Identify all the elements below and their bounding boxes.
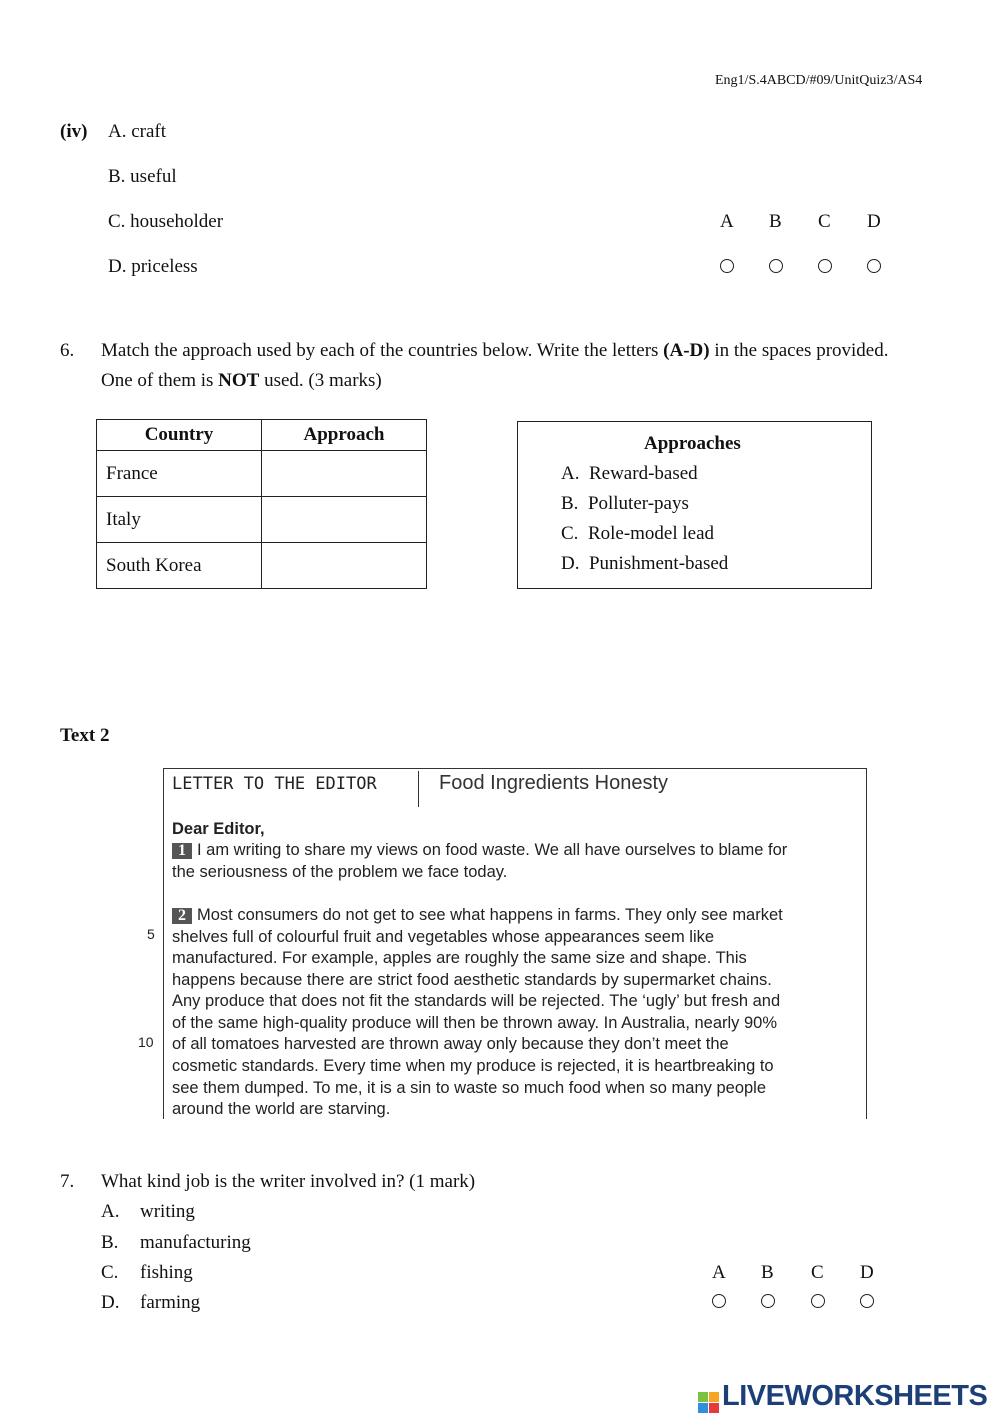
letter: C.: [101, 1262, 119, 1283]
choice-label-b: B: [761, 1262, 774, 1283]
option-d: D. priceless: [108, 256, 198, 277]
text: Match the approach used by each of the countries below. Write the letters: [101, 340, 664, 361]
option-c: C. householder: [108, 211, 224, 232]
q7-option-d: [101, 1292, 201, 1313]
header-divider: [418, 771, 419, 807]
question-6-line1: [101, 341, 888, 360]
liveworksheets-logo: [698, 1380, 987, 1413]
text: Punishment-based: [588, 553, 729, 574]
text: in the spaces provided.: [709, 340, 889, 361]
q7-option-a: [101, 1201, 195, 1222]
letter-line: of the same high-quality produce will then be thrown away. In Australia, nearly 90%: [172, 1014, 778, 1032]
letter: C.: [561, 523, 579, 544]
country-cell: France: [97, 451, 262, 497]
letter-line: Any produce that does not fit the standards will be rejected. The ‘ugly’ but fresh and: [172, 992, 781, 1010]
text: Role-model lead: [587, 523, 715, 544]
letter: B.: [561, 493, 579, 514]
letter-line: happens because there are strict food aesthetic standards by supermarket chains.: [172, 971, 772, 989]
approach-item: [561, 464, 698, 483]
letter-line: shelves full of colourful fruit and vegetables whose appearances seem like: [172, 928, 715, 946]
approach-input-france[interactable]: [262, 451, 427, 497]
letter-line: the seriousness of the problem we face today.: [172, 863, 508, 881]
letter-line: around the world are starving.: [172, 1100, 391, 1118]
question-7-text: What kind job is the writer involved in? (1 mark): [101, 1171, 476, 1192]
letter: D.: [561, 553, 580, 574]
header-approach: Approach: [262, 420, 427, 451]
radio-iv-b[interactable]: [769, 259, 783, 273]
paragraph-number: 2: [172, 908, 192, 924]
letter-line: manufactured. For example, apples are roughly the same size and shape. This: [172, 949, 747, 967]
approach-item: [561, 524, 714, 543]
question-6-number: 6.: [60, 340, 75, 361]
header-country: Country: [97, 420, 262, 451]
letter-line: cosmetic standards. Every time when my produce is rejected, it is heartbreaking to: [172, 1057, 774, 1075]
choice-label-d: D: [867, 211, 881, 232]
text: Reward-based: [588, 463, 698, 484]
line-number-10: 10: [138, 1034, 154, 1050]
radio-iv-a[interactable]: [720, 259, 734, 273]
letter-section: LETTER TO THE EDITOR: [172, 774, 377, 794]
choice-label-a: A: [720, 211, 734, 232]
text-bold: (A-D): [663, 340, 710, 361]
radio-iv-c[interactable]: [818, 259, 832, 273]
approach-input-south-korea[interactable]: [262, 543, 427, 589]
letter-to-editor: [138, 768, 867, 1119]
radio-q7-a[interactable]: [712, 1294, 726, 1308]
logo-badge-icon: [698, 1392, 719, 1413]
question-iv-number: (iv): [60, 121, 88, 142]
text: writing: [140, 1201, 195, 1222]
q7-option-c: [101, 1262, 193, 1283]
country-table: [96, 419, 427, 589]
text: manufacturing: [140, 1232, 251, 1253]
text-2-title: Text 2: [60, 725, 110, 746]
choice-label-d: D: [860, 1262, 874, 1283]
text: Polluter-pays: [587, 493, 689, 514]
choice-label-a: A: [712, 1262, 726, 1283]
letter-line: of all tomatoes harvested are thrown away only because they don’t meet the: [172, 1035, 729, 1053]
letter-line: I am writing to share my views on food waste. We all have ourselves to blame for: [197, 841, 788, 859]
line-number-5: 5: [147, 926, 155, 942]
country-cell: Italy: [97, 497, 262, 543]
choice-label-c: C: [818, 211, 831, 232]
paragraph-number: 1: [172, 843, 192, 859]
radio-q7-b[interactable]: [761, 1294, 775, 1308]
approach-input-italy[interactable]: [262, 497, 427, 543]
logo-text: LIVEWORKSHEETS: [722, 1380, 988, 1412]
question-6-line2: [101, 371, 382, 390]
letter: A.: [101, 1201, 120, 1222]
text: farming: [140, 1292, 201, 1313]
choice-label-b: B: [769, 211, 782, 232]
radio-q7-c[interactable]: [811, 1294, 825, 1308]
choice-label-c: C: [811, 1262, 824, 1283]
radio-iv-d[interactable]: [867, 259, 881, 273]
letter-line: see them dumped. To me, it is a sin to waste so much food when so many people: [172, 1079, 767, 1097]
header-code: Eng1/S.4ABCD/#09/UnitQuiz3/AS4: [715, 73, 923, 88]
letter-line: Most consumers do not get to see what happens in farms. They only see market: [197, 906, 783, 924]
q7-option-b: [101, 1232, 251, 1253]
greeting: Dear Editor,: [172, 820, 265, 838]
letter-headline: Food Ingredients Honesty: [439, 772, 669, 794]
text: fishing: [140, 1262, 193, 1283]
approach-item: [561, 494, 689, 513]
text: One of them is: [101, 370, 219, 391]
text-bold: NOT: [218, 370, 260, 391]
country-cell: South Korea: [97, 543, 262, 589]
text: used. (3 marks): [259, 370, 382, 391]
option-a: A. craft: [108, 121, 167, 142]
letter: D.: [101, 1292, 120, 1313]
approaches-box: [517, 421, 872, 589]
option-b: B. useful: [108, 166, 177, 187]
approach-item: [561, 554, 728, 573]
question-7-number: 7.: [60, 1171, 75, 1192]
letter: A.: [561, 463, 580, 484]
radio-q7-d[interactable]: [860, 1294, 874, 1308]
letter: B.: [101, 1232, 119, 1253]
approaches-title: Approaches: [644, 433, 741, 454]
